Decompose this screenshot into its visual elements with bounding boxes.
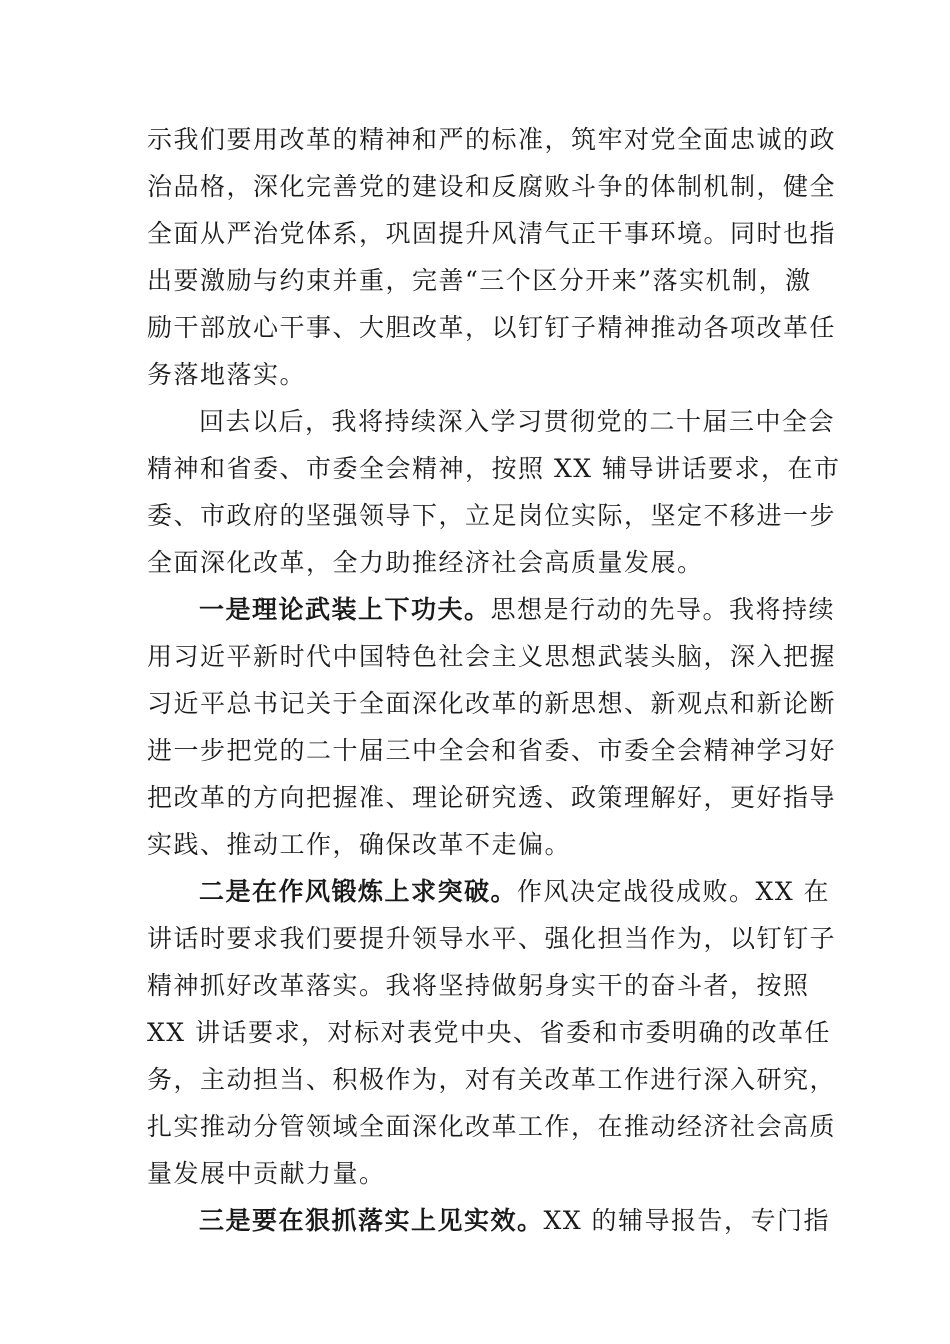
- text-line: 量发展中贡献力量。: [147, 1159, 386, 1188]
- text-line: [147, 1197, 831, 1244]
- text-run: XX 的辅导报告，专门指: [543, 1206, 831, 1235]
- paragraph-2: [147, 398, 841, 586]
- text-run: 思想是行动的先导。我将持续: [490, 595, 836, 624]
- text-line: 务，主动担当、积极作为，对有关改革工作进行深入研究，: [147, 1065, 837, 1094]
- text-run: 作风决定战役成败。XX 在: [517, 877, 831, 906]
- text-line: 示我们要用改革的精神和严的标准，筑牢对党全面忠诚的政: [147, 125, 837, 154]
- text-line: 实践、推动工作，确保改革不走偏。: [147, 830, 572, 859]
- paragraph-1: [147, 116, 837, 398]
- text-line: 出要激励与约束并重，完善“三个区分开来”落实机制，激: [147, 266, 812, 295]
- text-line: 务落地落实。: [147, 360, 307, 389]
- text-line: 回去以后，我将持续深入学习贯彻党的二十届三中全会: [199, 407, 836, 436]
- text-line: 精神抓好改革落实。我将坚持做躬身实干的奋斗者，按照: [147, 971, 810, 1000]
- text-line: [147, 586, 836, 633]
- text-line: 治品格，深化完善党的建设和反腐败斗争的体制机制，健全: [147, 172, 837, 201]
- document-body: [147, 116, 841, 1244]
- text-line: 精神和省委、市委全会精神，按照 XX 辅导讲话要求，在市: [147, 454, 841, 483]
- paragraph-4: [147, 868, 837, 1197]
- paragraph-3: [147, 586, 837, 868]
- text-line: 全面深化改革，全力助推经济社会高质量发展。: [147, 548, 704, 577]
- text-line: 励干部放心干事、大胆改革，以钉钉子精神推动各项改革任: [147, 313, 837, 342]
- text-line: 讲话时要求我们要提升领导水平、强化担当作为，以钉钉子: [147, 924, 837, 953]
- section-heading-3: 三是要在狠抓落实上见实效。: [199, 1206, 544, 1235]
- text-line: 把改革的方向把握准、理论研究透、政策理解好，更好指导: [147, 783, 837, 812]
- section-heading-2: 二是在作风锻炼上求突破。: [199, 877, 518, 906]
- text-line: 委、市政府的坚强领导下，立足岗位实际，坚定不移进一步: [147, 501, 837, 530]
- text-line: [147, 868, 831, 915]
- text-line: 习近平总书记关于全面深化改革的新思想、新观点和新论断: [147, 689, 837, 718]
- text-line: 全面从严治党体系，巩固提升风清气正干事环境。同时也指: [147, 219, 837, 248]
- text-line: 扎实推动分管领域全面深化改革工作，在推动经济社会高质: [147, 1112, 837, 1141]
- text-line: 进一步把党的二十届三中全会和省委、市委全会精神学习好: [147, 736, 837, 765]
- text-line: XX 讲话要求，对标对表党中央、省委和市委明确的改革任: [147, 1018, 832, 1047]
- section-heading-1: 一是理论武装上下功夫。: [199, 595, 491, 624]
- text-line: 用习近平新时代中国特色社会主义思想武装头脑，深入把握: [147, 642, 837, 671]
- paragraph-5: [147, 1197, 831, 1244]
